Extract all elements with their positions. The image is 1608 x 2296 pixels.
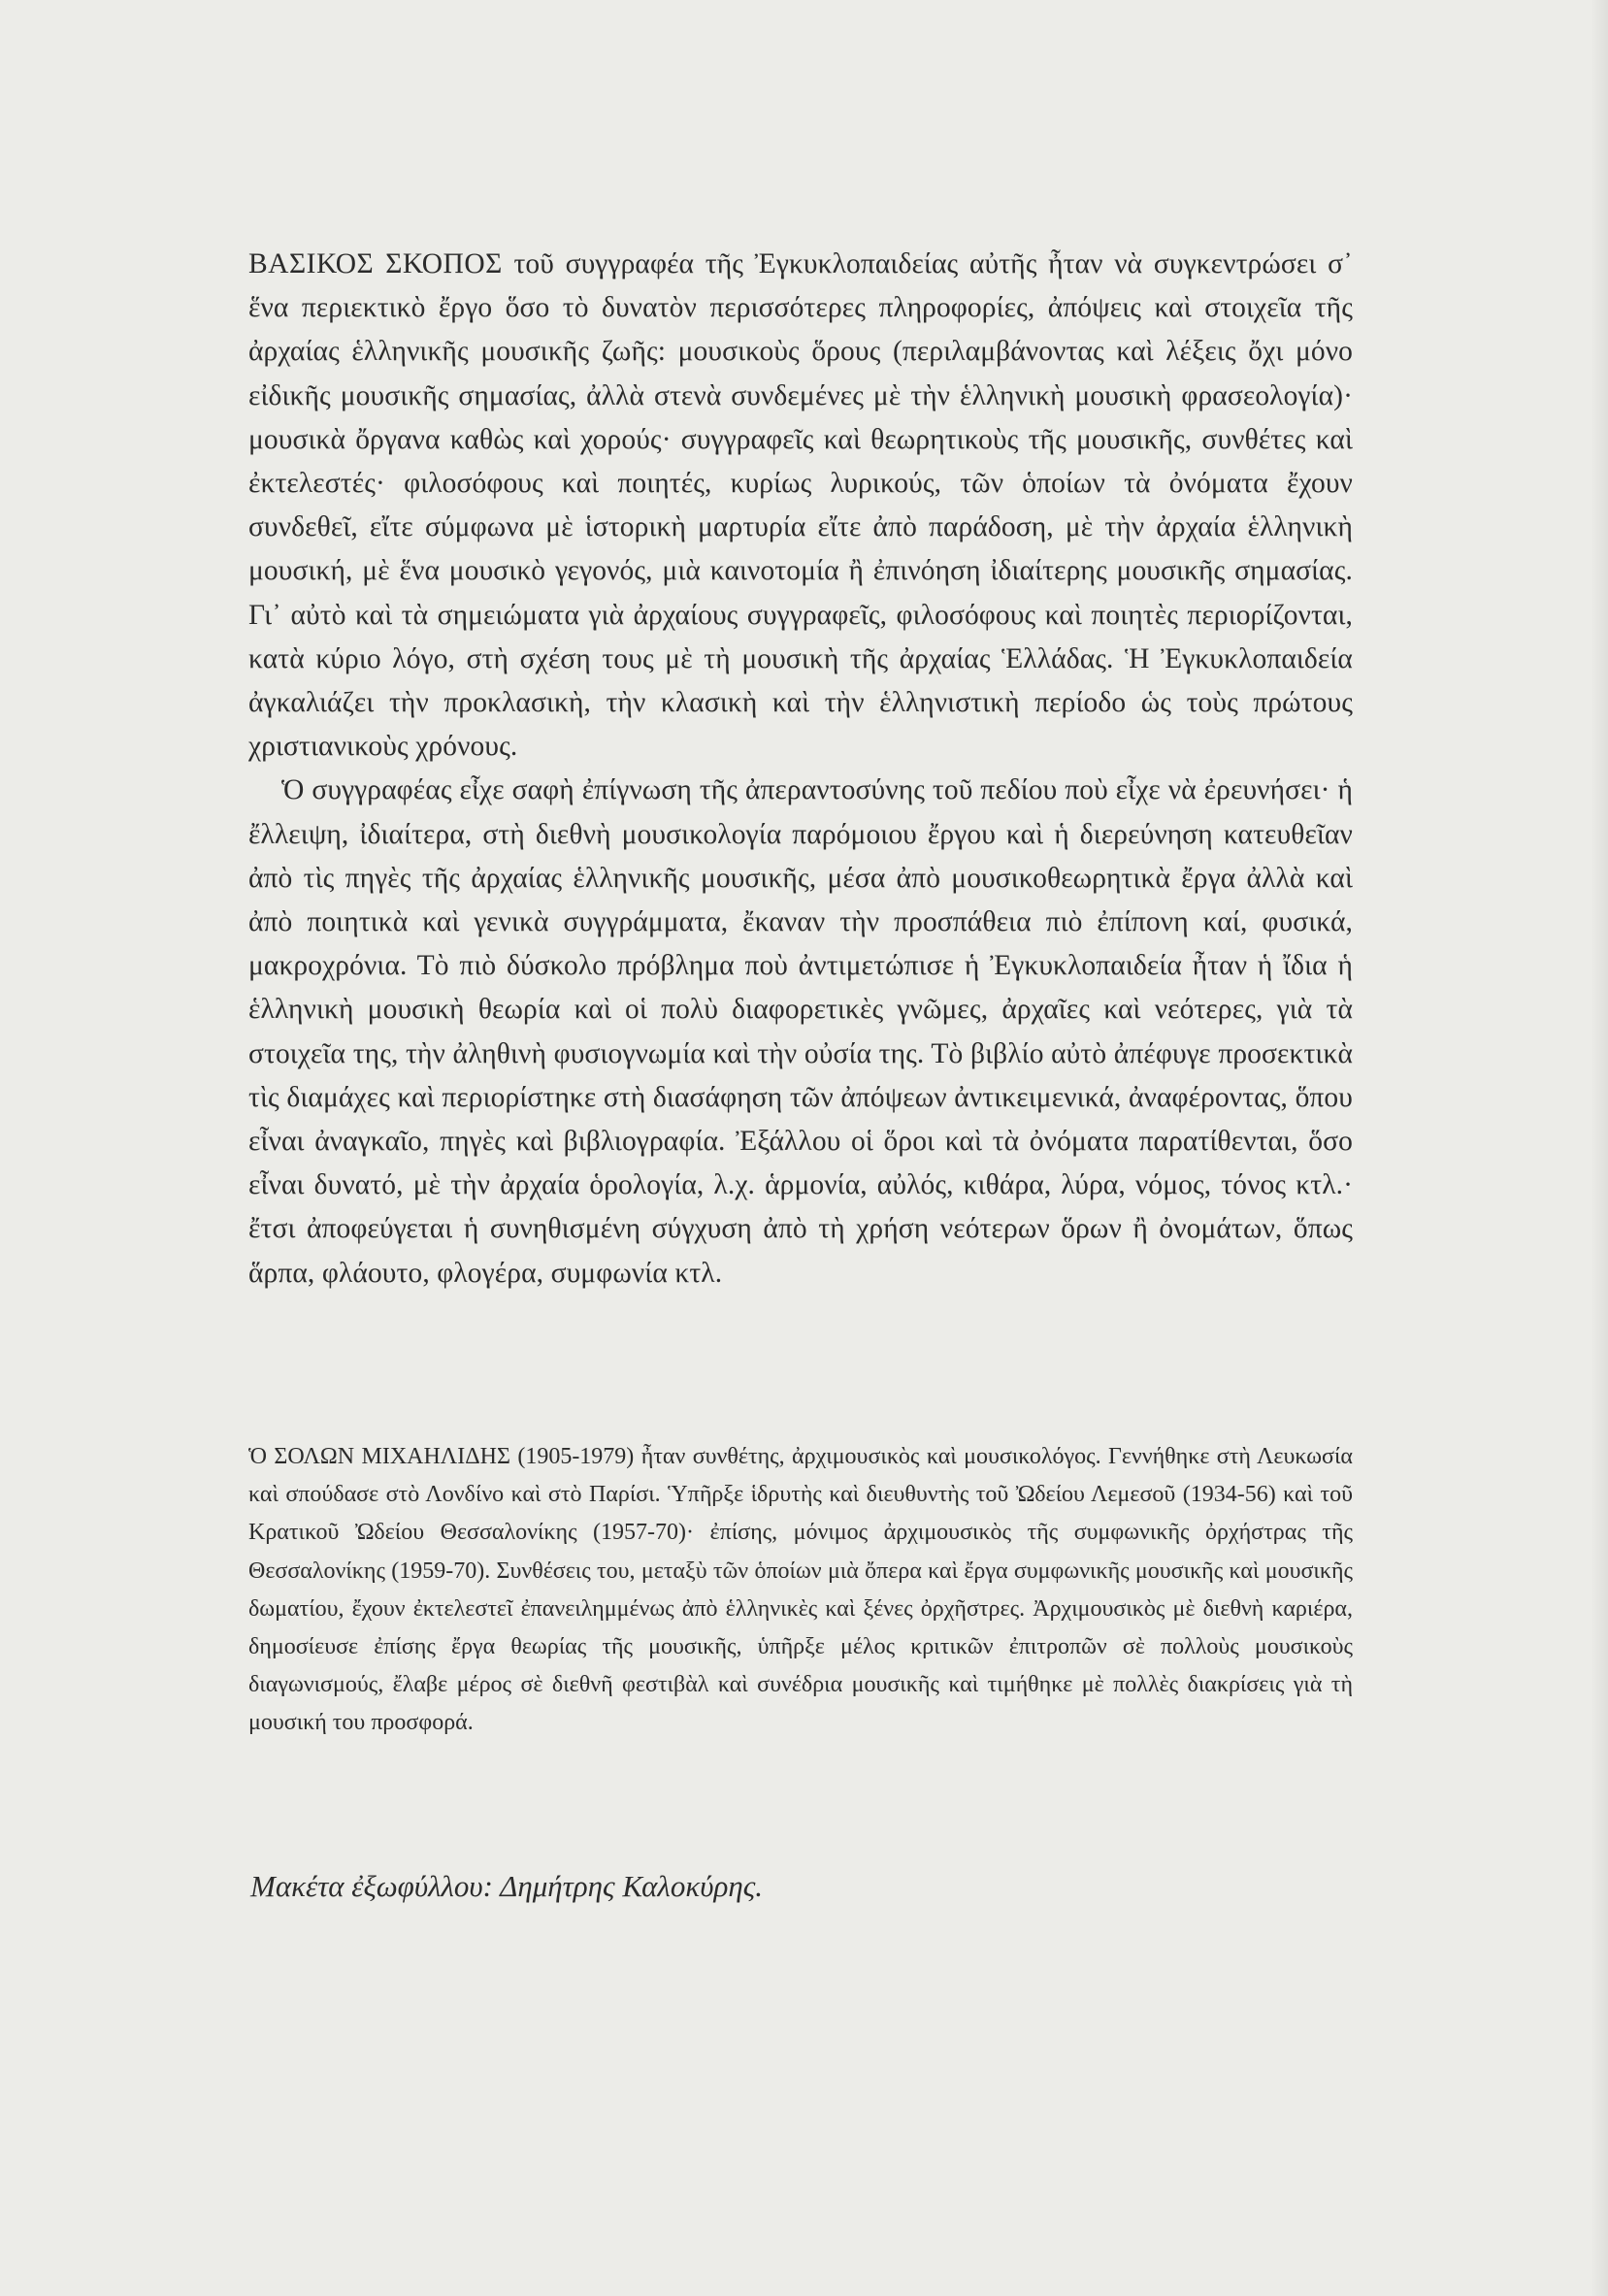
blurb-paragraph-2: Ὁ συγγραφέας εἶχε σαφὴ ἐπίγνωση τῆς ἀπεραντοσύνης τοῦ πεδίου ποὺ εἶχε νὰ ἐρευνήσει· ἡ ἔλλειψη, ἰδιαίτερα, στὴ διεθνὴ μουσικολογία παρόμοιου ἔργου καὶ ἡ διερεύνηση κατευθεῖαν ἀπὸ τὶς πηγὲς τῆς ἀρχαίας ἑλληνικῆς μουσικῆς, μέσα ἀπὸ μουσικοθεωρητικὰ ἔργα ἀλλὰ καὶ ἀπὸ ποιητικὰ καὶ γενικὰ συγγράμματα, ἔκαναν τὴν προσπάθεια πιὸ ἐπίπονη καί, φυσικά, μακροχρόνια. Τὸ πιὸ δύσκολο πρόβλημα ποὺ ἀντιμετώπισε ἡ Ἐγκυκλοπαιδεία ἦταν ἡ ἴδια ἡ ἑλληνικὴ μουσικὴ θεωρία καὶ οἱ πολὺ διαφορετικὲς γνῶμες, ἀρχαῖες καὶ νεότερες, γιὰ τὰ στοιχεῖα της, τὴν ἀληθινὴ φυσιογνωμία καὶ τὴν οὐσία της. Τὸ βιβλίο αὐτὸ ἀπέφυγε προσεκτικὰ τὶς διαμάχες καὶ περιορίστηκε στὴ διασάφηση τῶν ἀπόψεων ἀντικειμενικά, ἀναφέροντας, ὅπου εἶναι ἀναγκαῖο, πηγὲς καὶ βιβλιογραφία. Ἐξάλλου οἱ ὅροι καὶ τὰ ὀνόματα παρατίθενται, ὅσο εἶναι δυνατό, μὲ τὴν ἀρχαία ὁρολογία, λ.χ. ἁρμονία, αὐλός, κιθάρα, λύρα, νόμος, τόνος κτλ.· ἔτσι ἀποφεύγεται ἡ συνηθισμένη σύγχυση ἀπὸ τὴ χρήση νεότερων ὅρων ἢ ὀνομάτων, ὅπως ἅρπα, φλάουτο, φλογέρα, συμφωνία κτλ. bbox=[248, 774, 1353, 1289]
blurb-text bbox=[248, 243, 1353, 1296]
blurb-lead-words: ΒΑΣΙΚΟΣ ΣΚΟΠΟΣ bbox=[248, 248, 503, 279]
blurb-paragraph-1-body: τοῦ συγγραφέα τῆς Ἐγκυκλοπαιδείας αὐτῆς ἦταν νὰ συγκεντρώσει σ᾽ ἕνα περιεκτικὸ ἔργο ὅσο τὸ δυνατὸν περισσότερες πληροφορίες, ἀπόψεις καὶ στοιχεῖα τῆς ἀρχαίας ἑλληνικῆς μουσικῆς ζωῆς: μουσικοὺς ὅρους (περιλαμβάνοντας καὶ λέξεις ὄχι μόνο εἰδικῆς μουσικῆς σημασίας, ἀλλὰ στενὰ συνδεμένες μὲ τὴν ἑλληνικὴ μουσικὴ φρασεολογία)· μουσικὰ ὄργανα καθὼς καὶ χορούς· συγγραφεῖς καὶ θεωρητικοὺς τῆς μουσικῆς, συνθέτες καὶ ἐκτελεστές· φιλοσόφους καὶ ποιητές, κυρίως λυρικούς, τῶν ὁποίων τὰ ὀνόματα ἔχουν συνδεθεῖ, εἴτε σύμφωνα μὲ ἱστορικὴ μαρτυρία εἴτε ἀπὸ παράδοση, μὲ τὴν ἀρχαία ἑλληνικὴ μουσική, μὲ ἕνα μουσικὸ γεγονός, μιὰ καινοτομία ἢ ἐπινόηση ἰδιαίτερης μουσικῆς σημασίας. Γι᾽ αὐτὸ καὶ τὰ σημειώματα γιὰ ἀρχαίους συγγραφεῖς, φιλοσόφους καὶ ποιητὲς περιορίζονται, κατὰ κύριο λόγο, στὴ σχέση τους μὲ τὴ μουσικὴ τῆς ἀρχαίας Ἑλλάδας. Ἡ Ἐγκυκλοπαιδεία ἀγκαλιάζει τὴν προκλασικὴ, τὴν κλασικὴ καὶ τὴν ἑλληνιστικὴ περίοδο ὡς τοὺς πρώτους χριστιανικοὺς χρόνους. bbox=[248, 248, 1353, 763]
page-edge-shadow bbox=[1591, 0, 1608, 2296]
blurb-paragraph-1 bbox=[248, 243, 1353, 769]
author-bio bbox=[248, 1438, 1353, 1743]
cover-design-credit: Μακέτα ἐξωφύλλου: Δημήτρης Καλοκύρης. bbox=[250, 1869, 764, 1903]
author-bio-paragraph: Ὁ ΣΟΛΩΝ ΜΙΧΑΗΛΙΔΗΣ (1905-1979) ἦταν συνθέτης, ἀρχιμουσικὸς καὶ μουσικολόγος. Γεννήθηκε στὴ Λευκωσία καὶ σπούδασε στὸ Λονδίνο καὶ στὸ Παρίσι. Ὑπῆρξε ἱδρυτὴς καὶ διευθυντὴς τοῦ Ὠδείου Λεμεσοῦ (1934-56) καὶ τοῦ Κρατικοῦ Ὠδείου Θεσσαλονίκης (1957-70)· ἐπίσης, μόνιμος ἀρχιμουσικὸς τῆς συμφωνικῆς ὀρχήστρας τῆς Θεσσαλονίκης (1959-70). Συνθέσεις του, μεταξὺ τῶν ὁποίων μιὰ ὄπερα καὶ ἔργα συμφωνικῆς μουσικῆς καὶ μουσικῆς δωματίου, ἔχουν ἐκτελεστεῖ ἐπανειλημμένως ἀπὸ ἑλληνικὲς καὶ ξένες ὀρχῆστρες. Ἀρχιμουσικὸς μὲ διεθνὴ καριέρα, δημοσίευσε ἐπίσης ἔργα θεωρίας τῆς μουσικῆς, ὑπῆρξε μέλος κριτικῶν ἐπιτροπῶν σὲ πολλοὺς μουσικοὺς διαγωνισμούς, ἔλαβε μέρος σὲ διεθνῆ φεστιβὰλ καὶ συνέδρια μουσικῆς καὶ τιμήθηκε μὲ πολλὲς διακρίσεις γιὰ τὴ μουσική του προσφορά. bbox=[248, 1444, 1353, 1736]
